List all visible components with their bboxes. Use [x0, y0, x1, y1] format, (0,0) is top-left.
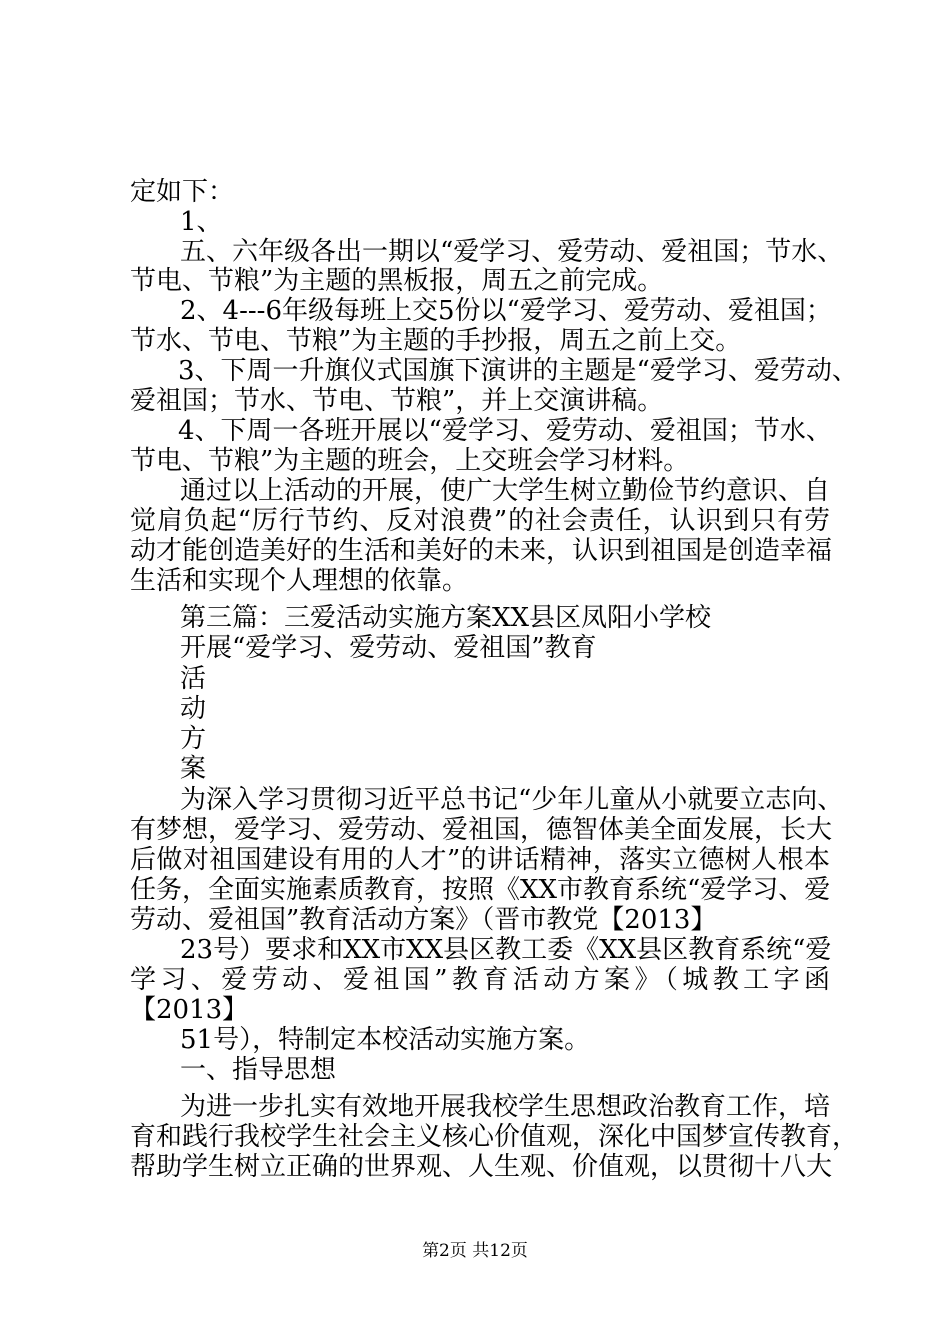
text-line: 2、4---6年级每班上交5份以“爱学习、爱劳动、爱祖国； [180, 296, 832, 326]
text-line: 后做对祖国建设有用的人才”的讲话精神，落实立德树人根本 [130, 845, 830, 875]
text-line: 动才能创造美好的生活和美好的未来，认识到祖国是创造幸福 [130, 536, 833, 566]
text-line: 五、六年级各出一期以“爱学习、爱劳动、爱祖国；节水、 [180, 237, 844, 267]
text-line: 劳动、爱祖国”教育活动方案》（晋市教党【2013】 [130, 905, 717, 935]
text-line: 开展“爱学习、爱劳动、爱祖国”教育 [180, 633, 597, 663]
text-line: 觉肩负起“厉行节约、反对浪费”的社会责任，认识到只有劳 [130, 506, 830, 536]
text-line: 学习、爱劳动、爱祖国”教育活动方案》（城教工字函 [130, 965, 830, 995]
text-line: 为进一步扎实有效地开展我校学生思想政治教育工作，培 [180, 1092, 831, 1122]
text-line: 育和践行我校学生社会主义核心价值观，深化中国梦宣传教育， [130, 1122, 859, 1152]
section-heading: 第三篇：三爱活动实施方案XX县区凤阳小学校 [180, 603, 712, 633]
text-line: 51号），特制定本校活动实施方案。 [180, 1025, 591, 1055]
text-line: 通过以上活动的开展，使广大学生树立勤俭节约意识、自 [180, 476, 831, 506]
text-line: 节电、节粮”为主题的班会，上交班会学习材料。 [130, 446, 690, 476]
text-line: 23号）要求和XX市XX县区教工委《XX县区教育系统“爱 [180, 935, 832, 965]
text-line: 生活和实现个人理想的依靠。 [130, 566, 469, 596]
text-line: 1、 [180, 207, 223, 237]
text-line: 节水、节电、节粮”为主题的手抄报，周五之前上交。 [130, 326, 742, 356]
text-line: 方 [180, 724, 207, 754]
text-line: 任务，全面实施素质教育，按照《XX市教育系统“爱学习、爱 [130, 875, 831, 905]
page-footer: 第2页 共12页 [422, 1241, 528, 1261]
text-line: 【2013】 [130, 995, 249, 1025]
text-line: 有梦想，爱学习、爱劳动、爱祖国，德智体美全面发展，长大 [130, 815, 833, 845]
text-line: 帮助学生树立正确的世界观、人生观、价值观，以贯彻十八大 [130, 1152, 833, 1182]
text-line: 活 [180, 664, 207, 694]
text-line: 节电、节粮”为主题的黑板报，周五之前完成。 [130, 266, 664, 296]
section-heading: 一、指导思想 [180, 1055, 337, 1085]
text-line: 定如下： [130, 177, 235, 207]
text-line: 3、下周一升旗仪式国旗下演讲的主题是“爱学习、爱劳动、 [178, 356, 858, 386]
text-line: 动 [180, 694, 207, 724]
text-line: 为深入学习贯彻习近平总书记“少年儿童从小就要立志向、 [180, 785, 844, 815]
text-line: 案 [180, 754, 207, 784]
text-line: 爱祖国；节水、节电、节粮”，并上交演讲稿。 [130, 386, 664, 416]
text-line: 4、下周一各班开展以“爱学习、爱劳动、爱祖国；节水、 [178, 416, 832, 446]
